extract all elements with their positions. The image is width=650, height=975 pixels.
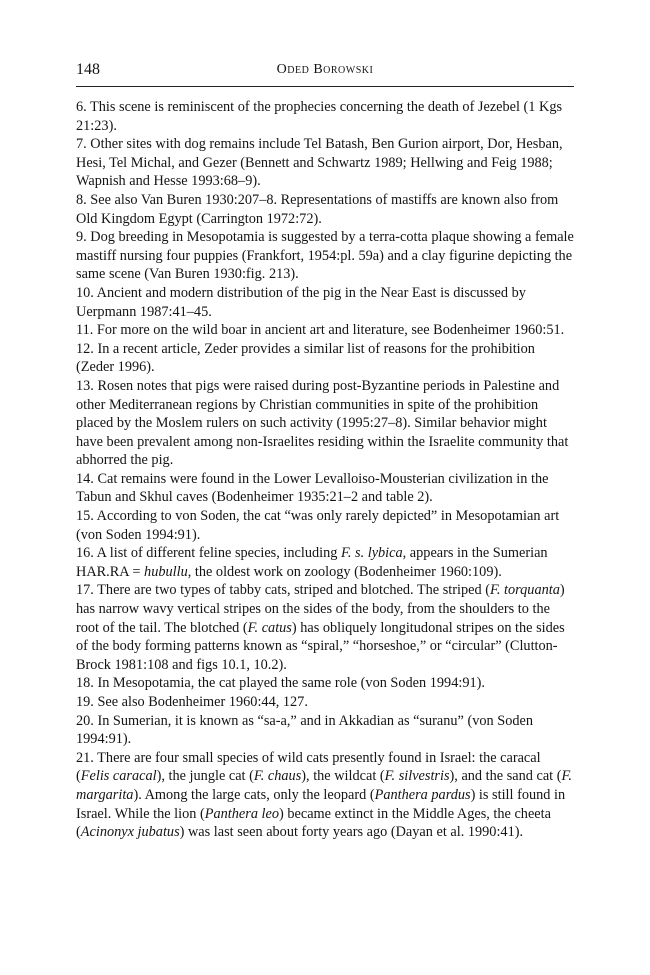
endnote-italic-text: F. catus xyxy=(247,619,292,636)
endnote-text: 9. Dog breeding in Mesopotamia is suggested by a terra-cotta plaque showing a female mastiff nursing four puppies (Frankfort, 1954:pl. 59a) and a clay figurine depicting the same scene (Van Buren 1930:fig. 213). xyxy=(76,229,574,283)
endnote-text: 8. See also Van Buren 1930:207–8. Representations of mastiffs are known also from Old Kingdom Egypt (Carrington 1972:72). xyxy=(76,191,559,227)
endnote-italic-text: F. silvestris xyxy=(384,768,450,785)
endnote-text: 11. For more on the wild boar in ancient art and literature, see Bodenheimer 1960:51. xyxy=(76,322,565,339)
endnote-text: 13. Rosen notes that pigs were raised during post-Byzantine periods in Palestine and other Mediterranean regions by Christian communities in spite of the prohibition placed by the Moslem rulers on such activity (1995:27–8). Similar behavior might have been prevalent among non-Israelites residing within the Israelite community that abhorred the pig. xyxy=(76,377,569,469)
running-head-title: Oded Borowski xyxy=(276,62,374,77)
endnote-text: 7. Other sites with dog remains include Tel Batash, Ben Gurion airport, Dor, Hesban, Hesi, Tel Michal, and Gezer (Bennett and Schwartz 1989; Hellwing and Feig 1988; Wapnish and Hesse 1993:68–9). xyxy=(76,136,563,190)
endnotes-list xyxy=(76,98,574,842)
endnote-text: 14. Cat remains were found in the Lower Levalloiso-Mousterian civilization in the Tabun and Skhul caves (Bodenheimer 1935:21–2 and table 2). xyxy=(76,470,549,506)
running-head xyxy=(76,60,574,80)
endnote-italic-text: F. s. lybica xyxy=(340,545,403,562)
endnote xyxy=(76,674,574,693)
endnote xyxy=(76,693,574,712)
endnote xyxy=(76,544,574,581)
endnote-text: 20. In Sumerian, it is known as “sa-a,” and in Akkadian as “suranu” (von Soden 1994:91). xyxy=(76,712,533,748)
endnote-italic-text: F. torquanta xyxy=(489,582,560,599)
header-rule xyxy=(76,86,574,87)
endnote xyxy=(76,749,574,842)
endnote xyxy=(76,712,574,749)
endnote-text: ). Among the large cats, only the leopard ( xyxy=(133,786,375,803)
endnote-text: 10. Ancient and modern distribution of the pig in the Near East is discussed by Uerpmann 1987:41–45. xyxy=(76,284,526,320)
endnote-text: ), the wildcat ( xyxy=(301,768,385,785)
endnote-italic-text: hubullu xyxy=(144,563,188,580)
endnote xyxy=(76,377,574,470)
endnote xyxy=(76,284,574,321)
endnote-text: 18. In Mesopotamia, the cat played the same role (von Soden 1994:91). xyxy=(76,675,485,692)
endnote-text: 6. This scene is reminiscent of the prophecies concerning the death of Jezebel (1 Kgs 21:23). xyxy=(76,99,563,134)
endnote-text: 12. In a recent article, Zeder provides a similar list of reasons for the prohibition (Zeder 1996). xyxy=(76,340,535,376)
endnote-italic-text: F. chaus xyxy=(253,768,302,785)
endnote-text: ), the jungle cat ( xyxy=(156,768,254,785)
endnote-text: ) has obliquely longitudonal stripes on the sides of the body forming patterns known as “spiral,” “horseshoe,” or “circular” (Clutton-Brock 1981:108 and figs 10.1, 10.2). xyxy=(76,619,565,673)
endnote xyxy=(76,581,574,674)
endnote-text: 19. See also Bodenheimer 1960:44, 127. xyxy=(76,694,308,710)
endnote-text: , the oldest work on zoology (Bodenheimer 1960:109). xyxy=(187,563,502,580)
endnote-text: ) became extinct in the Middle Ages, the cheeta ( xyxy=(76,805,551,841)
endnote xyxy=(76,98,574,135)
endnote-italic-text: Felis caracal xyxy=(80,768,157,785)
endnote-text: 16. A list of different feline species, including xyxy=(76,545,341,562)
endnote-italic-text: Acinonyx jubatus xyxy=(80,824,180,841)
endnote-italic-text: Panthera leo xyxy=(204,805,280,822)
endnote-text: 15. According to von Soden, the cat “was only rarely depicted” in Mesopotamian art (von Soden 1994:91). xyxy=(76,508,560,543)
endnote-text: ), and the sand cat ( xyxy=(449,768,562,785)
endnote xyxy=(76,340,574,377)
endnote xyxy=(76,191,574,228)
endnote-text: ) has narrow wavy vertical stripes on the sides of the body, from the shoulders to the root of the tail. The blotched ( xyxy=(76,582,565,636)
endnote xyxy=(76,321,574,340)
endnote xyxy=(76,470,574,507)
endnote xyxy=(76,507,574,544)
endnote xyxy=(76,228,574,284)
page-number: 148 xyxy=(76,61,100,78)
endnote-text: 21. There are four small species of wild cats presently found in Israel: the caracal ( xyxy=(76,749,541,785)
endnote-text: 17. There are two types of tabby cats, striped and blotched. The striped ( xyxy=(76,582,490,599)
endnote-text: ) is still found in Israel. While the lion ( xyxy=(76,786,566,822)
endnote xyxy=(76,135,574,191)
endnote-text: ) was last seen about forty years ago (Dayan et al. 1990:41). xyxy=(179,824,524,841)
endnote-italic-text: F. margarita xyxy=(76,768,572,803)
endnote-text: , appears in the Sumerian HAR.RA = xyxy=(76,545,548,580)
endnote-italic-text: Panthera pardus xyxy=(374,786,471,803)
